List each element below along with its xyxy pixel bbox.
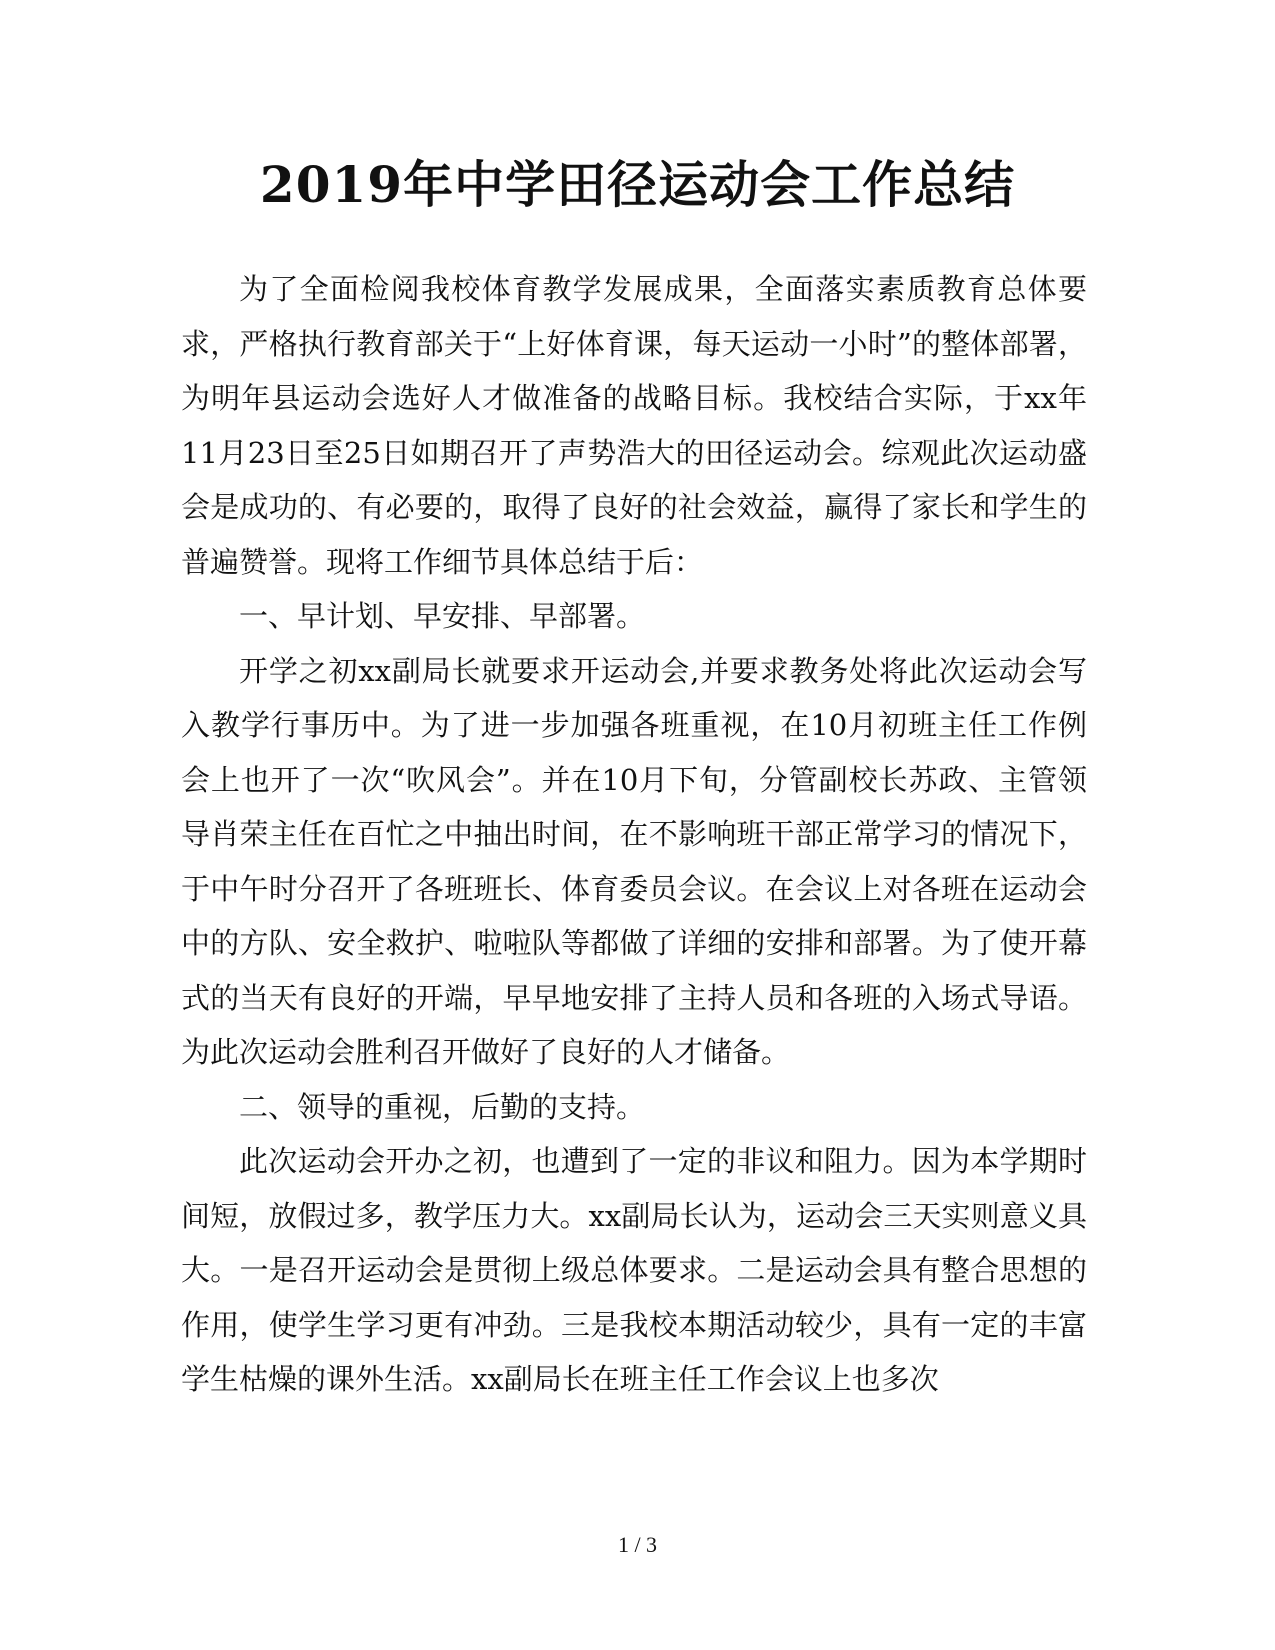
- page-number: 1 / 3: [617, 1532, 658, 1557]
- document-body: [181, 262, 1087, 1407]
- section-heading-1: 一、早计划、早安排、早部署。: [239, 599, 646, 633]
- paragraph-intro: 为了全面检阅我校体育教学发展成果，全面落实素质教育总体要求，严格执行教育部关于“上好体育课，每天运动一小时”的整体部署，为明年县运动会选好人才做准备的战略目标。我校结合实际，于xx年11月23日至25日如期召开了声势浩大的田径运动会。综观此次运动盛会是成功的、有必要的，取得了良好的社会效益，赢得了家长和学生的普遍赞誉。现将工作细节具体总结于后：: [181, 272, 1087, 579]
- paragraph-section-1: 开学之初xx副局长就要求开运动会,并要求教务处将此次运动会写入教学行事历中。为了进一步加强各班重视，在10月初班主任工作例会上也开了一次“吹风会”。并在10月下旬，分管副校长苏政、主管领导肖荣主任在百忙之中抽出时间，在不影响班干部正常学习的情况下，于中午时分召开了各班班长、体育委员会议。在会议上对各班在运动会中的方队、安全救护、啦啦队等都做了详细的安排和部署。为了使开幕式的当天有良好的开端，早早地安排了主持人员和各班的入场式导语。为此次运动会胜利召开做好了良好的人才储备。: [181, 653, 1087, 1069]
- page-title: 2019年中学田径运动会工作总结: [259, 155, 1016, 214]
- section-heading-2: 二、领导的重视，后勤的支持。: [239, 1089, 646, 1124]
- paragraph-section-2: 此次运动会开办之初，也遭到了一定的非议和阻力。因为本学期时间短，放假过多，教学压力大。xx副局长认为，运动会三天实则意义具大。一是召开运动会是贯彻上级总体要求。二是运动会具有整合思想的作用，使学生学习更有冲劲。三是我校本期活动较少，具有一定的丰富学生枯燥的课外生活。xx副局长在班主任工作会议上也多次: [181, 1144, 1087, 1396]
